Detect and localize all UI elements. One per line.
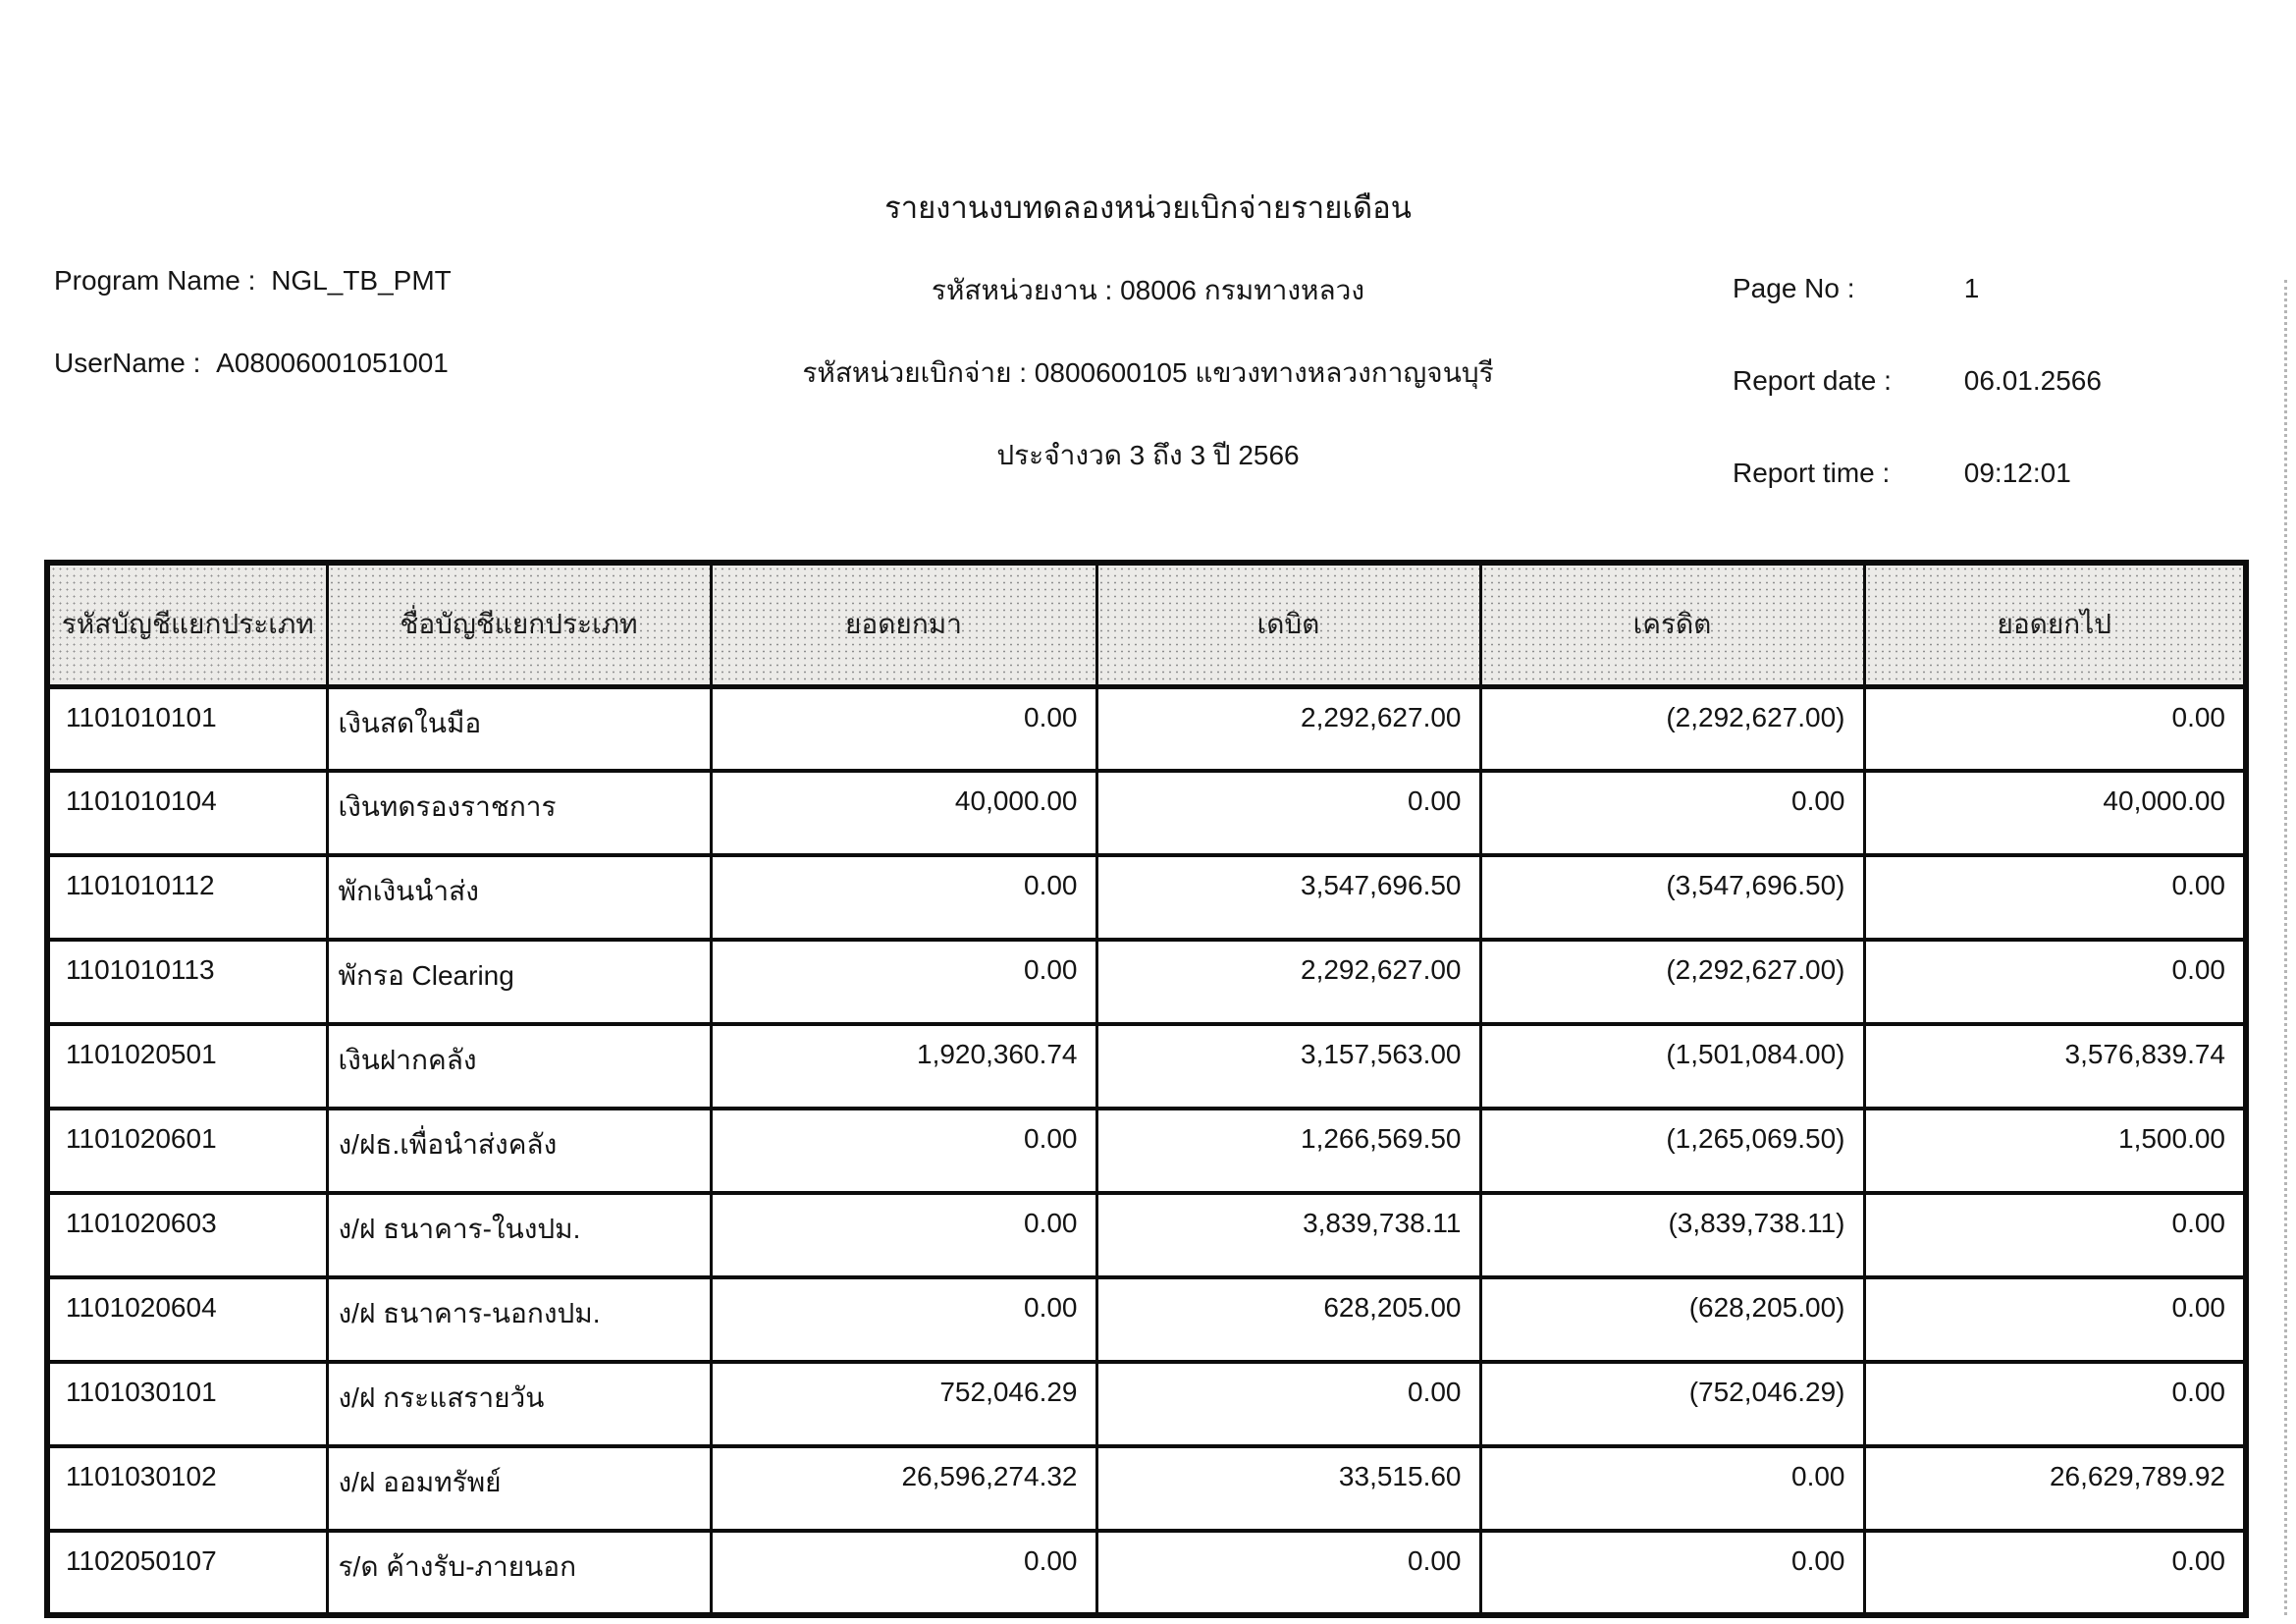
debit-cell: 2,292,627.00 bbox=[1096, 940, 1480, 1024]
disbursing-unit-line: รหัสหน่วยเบิกจ่าย : 0800600105 แขวงทางหลวงกาญจนบุรี bbox=[802, 357, 1494, 388]
header-account-name: ชื่อบัญชีแยกประเภท bbox=[327, 563, 711, 686]
account-name-cell: พักเงินนำส่ง bbox=[327, 855, 711, 940]
header-debit: เดบิต bbox=[1096, 563, 1480, 686]
balance-carried-forward-cell: 0.00 bbox=[1864, 1277, 2246, 1362]
balance-brought-forward-cell: 26,596,274.32 bbox=[711, 1446, 1096, 1531]
report-date-value: 06.01.2566 bbox=[1963, 365, 2102, 396]
credit-cell: (1,265,069.50) bbox=[1480, 1109, 1864, 1193]
account-name-cell: ร/ด ค้างรับ-ภายนอก bbox=[327, 1531, 711, 1615]
table-row bbox=[47, 1446, 2246, 1531]
header-balance-carried-forward: ยอดยกไป bbox=[1864, 563, 2246, 686]
balance-carried-forward-cell: 0.00 bbox=[1864, 1362, 2246, 1446]
report-date-line bbox=[1733, 365, 2102, 397]
balance-brought-forward-cell: 1,920,360.74 bbox=[711, 1024, 1096, 1109]
debit-cell: 3,839,738.11 bbox=[1096, 1193, 1480, 1277]
balance-brought-forward-cell: 0.00 bbox=[711, 855, 1096, 940]
table-row bbox=[47, 1277, 2246, 1362]
table-header-row bbox=[47, 563, 2246, 686]
debit-cell: 628,205.00 bbox=[1096, 1277, 1480, 1362]
page-no-value: 1 bbox=[1963, 273, 1980, 303]
account-name-cell: ง/ฝ กระแสรายวัน bbox=[327, 1362, 711, 1446]
balance-carried-forward-cell: 0.00 bbox=[1864, 1193, 2246, 1277]
account-code-cell: 1101030101 bbox=[47, 1362, 327, 1446]
username-value: A08006001051001 bbox=[216, 348, 449, 378]
account-code-cell: 1101010104 bbox=[47, 771, 327, 855]
table-row bbox=[47, 771, 2246, 855]
report-time-value: 09:12:01 bbox=[1963, 458, 2071, 488]
username-label: UserName : bbox=[54, 348, 201, 378]
debit-cell: 33,515.60 bbox=[1096, 1446, 1480, 1531]
account-name-cell: ง/ฝ ธนาคาร-นอกงปม. bbox=[327, 1277, 711, 1362]
balance-carried-forward-cell: 40,000.00 bbox=[1864, 771, 2246, 855]
report-time-line bbox=[1733, 458, 2071, 489]
credit-cell: (2,292,627.00) bbox=[1480, 940, 1864, 1024]
account-name-cell: เงินทดรองราชการ bbox=[327, 771, 711, 855]
account-code-cell: 1101020501 bbox=[47, 1024, 327, 1109]
trial-balance-table bbox=[44, 560, 2249, 1618]
program-name-label: Program Name : bbox=[54, 265, 256, 296]
balance-brought-forward-cell: 752,046.29 bbox=[711, 1362, 1096, 1446]
credit-cell: 0.00 bbox=[1480, 1531, 1864, 1615]
table-row bbox=[47, 1024, 2246, 1109]
scan-page-edge-artifact bbox=[2284, 280, 2287, 1615]
account-code-cell: 1101010113 bbox=[47, 940, 327, 1024]
page-no-label: Page No : bbox=[1733, 273, 1855, 303]
balance-brought-forward-cell: 0.00 bbox=[711, 1531, 1096, 1615]
debit-cell: 0.00 bbox=[1096, 1362, 1480, 1446]
debit-cell: 3,547,696.50 bbox=[1096, 855, 1480, 940]
debit-cell: 2,292,627.00 bbox=[1096, 686, 1480, 771]
table-row bbox=[47, 855, 2246, 940]
credit-cell: 0.00 bbox=[1480, 771, 1864, 855]
debit-cell: 3,157,563.00 bbox=[1096, 1024, 1480, 1109]
account-name-cell: พักรอ Clearing bbox=[327, 940, 711, 1024]
account-name-cell: ง/ฝ ธนาคาร-ในงปม. bbox=[327, 1193, 711, 1277]
credit-cell: (2,292,627.00) bbox=[1480, 686, 1864, 771]
credit-cell: (628,205.00) bbox=[1480, 1277, 1864, 1362]
credit-cell: (3,839,738.11) bbox=[1480, 1193, 1864, 1277]
account-code-cell: 1101010101 bbox=[47, 686, 327, 771]
credit-cell: (1,501,084.00) bbox=[1480, 1024, 1864, 1109]
balance-carried-forward-cell: 0.00 bbox=[1864, 855, 2246, 940]
balance-brought-forward-cell: 0.00 bbox=[711, 1193, 1096, 1277]
balance-brought-forward-cell: 0.00 bbox=[711, 1109, 1096, 1193]
report-time-label: Report time : bbox=[1733, 458, 1891, 488]
credit-cell: 0.00 bbox=[1480, 1446, 1864, 1531]
credit-cell: (3,547,696.50) bbox=[1480, 855, 1864, 940]
table-row bbox=[47, 1109, 2246, 1193]
table-row bbox=[47, 1362, 2246, 1446]
account-name-cell: เงินสดในมือ bbox=[327, 686, 711, 771]
account-code-cell: 1102050107 bbox=[47, 1531, 327, 1615]
header-credit: เครดิต bbox=[1480, 563, 1864, 686]
balance-brought-forward-cell: 0.00 bbox=[711, 1277, 1096, 1362]
report-title: รายงานงบทดลองหน่วยเบิกจ่ายรายเดือน bbox=[884, 190, 1412, 225]
program-name-value: NGL_TB_PMT bbox=[271, 265, 452, 296]
account-code-cell: 1101020604 bbox=[47, 1277, 327, 1362]
balance-brought-forward-cell: 40,000.00 bbox=[711, 771, 1096, 855]
account-name-cell: ง/ฝธ.เพื่อนำส่งคลัง bbox=[327, 1109, 711, 1193]
debit-cell: 1,266,569.50 bbox=[1096, 1109, 1480, 1193]
period-line: ประจำงวด 3 ถึง 3 ปี 2566 bbox=[996, 440, 1300, 470]
account-code-cell: 1101020603 bbox=[47, 1193, 327, 1277]
table-row bbox=[47, 940, 2246, 1024]
table-row bbox=[47, 1531, 2246, 1615]
header-account-code: รหัสบัญชีแยกประเภท bbox=[47, 563, 327, 686]
balance-carried-forward-cell: 0.00 bbox=[1864, 1531, 2246, 1615]
page-no-line bbox=[1733, 273, 1979, 304]
debit-cell: 0.00 bbox=[1096, 771, 1480, 855]
balance-brought-forward-cell: 0.00 bbox=[711, 940, 1096, 1024]
balance-carried-forward-cell: 1,500.00 bbox=[1864, 1109, 2246, 1193]
account-name-cell: ง/ฝ ออมทรัพย์ bbox=[327, 1446, 711, 1531]
balance-carried-forward-cell: 0.00 bbox=[1864, 686, 2246, 771]
header-balance-brought-forward: ยอดยกมา bbox=[711, 563, 1096, 686]
table-row bbox=[47, 686, 2246, 771]
balance-carried-forward-cell: 3,576,839.74 bbox=[1864, 1024, 2246, 1109]
agency-code-line: รหัสหน่วยงาน : 08006 กรมทางหลวง bbox=[931, 275, 1365, 305]
balance-carried-forward-cell: 0.00 bbox=[1864, 940, 2246, 1024]
table-row bbox=[47, 1193, 2246, 1277]
account-code-cell: 1101030102 bbox=[47, 1446, 327, 1531]
account-name-cell: เงินฝากคลัง bbox=[327, 1024, 711, 1109]
report-date-label: Report date : bbox=[1733, 365, 1892, 396]
account-code-cell: 1101020601 bbox=[47, 1109, 327, 1193]
account-code-cell: 1101010112 bbox=[47, 855, 327, 940]
debit-cell: 0.00 bbox=[1096, 1531, 1480, 1615]
credit-cell: (752,046.29) bbox=[1480, 1362, 1864, 1446]
balance-brought-forward-cell: 0.00 bbox=[711, 686, 1096, 771]
balance-carried-forward-cell: 26,629,789.92 bbox=[1864, 1446, 2246, 1531]
